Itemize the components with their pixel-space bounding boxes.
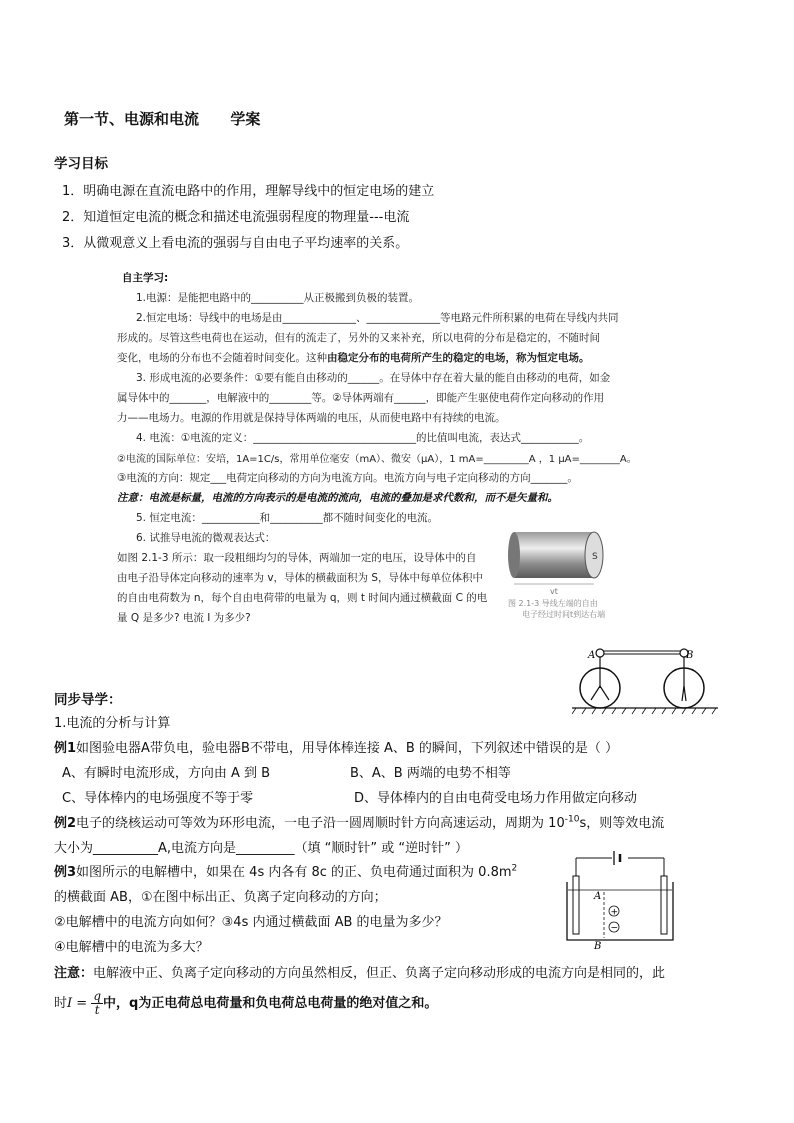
example-3-cont: 的横截面 AB，①在图中标出正、负离子定向移动的方向； xyxy=(54,890,387,905)
example-text: 如图验电器A带负电，验电器B不带电，用导体棒连接 A、B 的瞬间，下列叙述中错误的是（ ） xyxy=(76,741,619,756)
note-text: 电解液中正、负离子定向移动的方向虽然相反，但正、负离子定向移动形成的电流方向是相同的，此 xyxy=(93,966,666,981)
option-c: C、导体棒内的电场强度不等于零 xyxy=(62,791,254,806)
figure-caption: 电子经过时间t到达右端 xyxy=(522,610,606,619)
electrolytic-cell-figure xyxy=(562,848,678,950)
self-study-text: 变化，电场的分布也不会随着时间变化。这种 xyxy=(117,352,327,364)
label-a: A xyxy=(594,891,602,902)
formula-eq: = xyxy=(72,996,92,1011)
sync-subheading: 1.电流的分析与计算 xyxy=(54,716,171,731)
exponent: 2 xyxy=(511,863,518,874)
self-study-line: 4. 电流：①电流的定义：_______________________________的比值叫电流，表达式___________。 xyxy=(136,432,590,444)
note-bold-text: 中，q为正电荷总电荷量和负电荷总电荷量的绝对值之和。 xyxy=(103,996,438,1011)
cylinder-left-end xyxy=(508,532,520,578)
self-study-line: 如图 2.1-3 所示：取一段粗细均匀的导体，两端加一定的电压，设导体中的自 xyxy=(117,552,477,564)
cylinder-vt-label: vt xyxy=(550,587,558,596)
option-d: D、导体棒内的自由电荷受电场力作用做定向移动 xyxy=(354,791,638,806)
self-study-line: 2.恒定电场：导线中的电场是由______________、______________等电路元件所积累的电荷在导线内共同 xyxy=(136,312,619,324)
note-label: 注意： xyxy=(54,966,94,981)
sync-heading: 同步导学： xyxy=(54,692,122,708)
leaf-a xyxy=(600,686,609,700)
objective-item: 3．从微观意义上看电流的强弱与自由电子平均速率的关系。 xyxy=(62,236,409,251)
self-study-line: 5. 恒定电流：___________和__________都不随时间变化的电流。 xyxy=(136,512,439,524)
self-study-line: ③电流的方向：规定___电荷定向移动的方向为电流方向。电流方向与电子定向移动的方向_______。 xyxy=(117,472,578,484)
self-study-line: 的自由电荷数为 n，每个自由电荷带的电量为 q，则 t 时间内通过横截面 C 的电 xyxy=(117,592,488,604)
ground-hatching xyxy=(572,708,716,714)
negative-sign: − xyxy=(610,923,619,934)
self-study-line: 形成的。尽管这些电荷也在运动，但有的流走了，另外的又来补充，所以电荷的分布是稳定的，不随时间 xyxy=(117,332,600,344)
self-study-note: 注意：电流是标量，电流的方向表示的是电流的流向，电流的叠加是求代数和，而不是矢量和。 xyxy=(117,492,558,504)
self-study-line: 量 Q 是多少? 电流 I 为多少? xyxy=(117,612,251,624)
self-study-line xyxy=(117,350,590,365)
example-3-cont: ②电解槽中的电流方向如何？③4s 内通过横截面 AB 的电量为多少？ xyxy=(54,915,448,930)
self-study-line: ②电流的国际单位：安培，1A=1C/s，常用单位毫安（mA）、微安（μA），1 mA=_________A ，1 μA=________A。 xyxy=(117,454,637,465)
fraction-denominator: t xyxy=(94,1003,100,1017)
formula-i: I xyxy=(67,996,73,1011)
leaf-a xyxy=(591,686,600,700)
objective-item: 1．明确电源在直流电路中的作用，理解导线中的恒定电场的建立 xyxy=(62,184,435,199)
example-text: s，则等效电流 xyxy=(579,816,665,831)
example-label: 例1 xyxy=(54,741,77,756)
note-text: 时 xyxy=(54,996,68,1011)
label-b: B xyxy=(594,941,602,950)
electroscope-a-ball xyxy=(596,649,604,657)
self-study-line: 6. 试推导电流的微观表达式： xyxy=(136,532,276,544)
example-text: 如图所示的电解槽中，如果在 4s 内各有 8c 的正、负电荷通过面积为 0.8m xyxy=(76,865,512,880)
option-b: B、A、B 两端的电势不相等 xyxy=(350,766,511,781)
figure-caption: 图 2.1-3 导线左端的自由 xyxy=(508,599,598,608)
self-study-heading: 自主学习: xyxy=(122,272,169,284)
note-line xyxy=(54,962,665,981)
cylinder-body xyxy=(514,532,594,578)
self-study-bold-text: 由稳定分布的电荷所产生的稳定的电场，称为恒定电场。 xyxy=(327,352,590,364)
objective-item: 2．知道恒定电流的概念和描述电流强弱程度的物理量---电流 xyxy=(62,210,410,225)
example-2-cont: 大小为__________A,电流方向是_________（填 “顺时针” 或 “逆时针” ） xyxy=(54,841,468,856)
cylinder-s-label: S xyxy=(592,552,598,562)
label-a: A xyxy=(588,650,596,661)
conductor-cylinder-figure xyxy=(508,528,633,620)
conductor-rod xyxy=(600,651,684,654)
example-3-cont: ④电解槽中的电流为多大？ xyxy=(54,940,209,955)
self-study-line: 力——电场力。电源的作用就是保持导体两端的电压，从而使电路中有持续的电流。 xyxy=(117,412,506,424)
example-label: 例3 xyxy=(54,865,77,880)
self-study-line: 1.电源：是能把电路中的__________从正极搬到负极的装置。 xyxy=(136,292,420,304)
example-1 xyxy=(54,737,618,756)
label-b: B xyxy=(686,650,694,661)
self-study-line: 3. 形成电流的必要条件：①要有能自由移动的______。在导体中存在着大量的能自由移动的电荷，如金 xyxy=(136,372,611,384)
electrode-left xyxy=(573,876,579,934)
page-title: 第一节、电源和电流 学案 xyxy=(64,110,261,128)
example-label: 例2 xyxy=(54,816,77,831)
electroscope-figure xyxy=(572,644,720,716)
fraction-numerator: q xyxy=(93,989,102,1003)
exponent: -10 xyxy=(564,814,580,825)
self-study-line: 由电子沿导体定向移动的速率为 v，导体的横截面积为 S，导体中每单位体积中 xyxy=(117,572,484,584)
objectives-heading: 学习目标 xyxy=(54,156,108,172)
self-study-line: 属导体中的_______，电解液中的________等。②导体两端有______，即能产生驱使电荷作定向移动的作用 xyxy=(117,392,605,404)
tank xyxy=(567,882,673,940)
note-line-2 xyxy=(54,990,437,1017)
example-2 xyxy=(54,812,664,831)
positive-sign: + xyxy=(610,907,619,918)
option-a: A、有瞬时电流形成，方向由 A 到 B xyxy=(62,766,271,781)
formula-fraction xyxy=(91,990,103,1017)
leaf-b xyxy=(684,686,686,701)
electrode-right xyxy=(661,876,667,934)
example-3 xyxy=(54,861,517,880)
example-text: 电子的绕核运动可等效为环形电流，一电子沿一圆周顺时针方向高速运动，周期为 10 xyxy=(76,816,565,831)
